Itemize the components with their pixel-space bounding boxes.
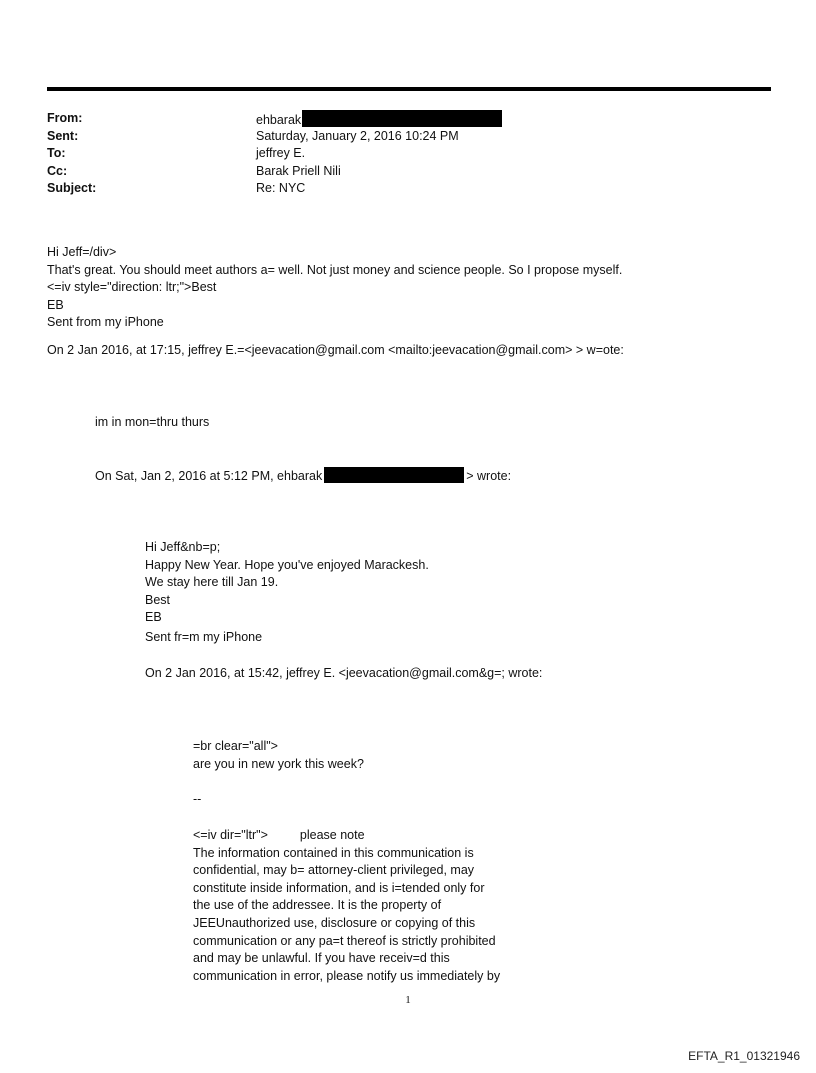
message-line: EB [145, 610, 162, 625]
message-1 [47, 244, 622, 332]
disclaimer-line: and may be unlawful. If you have receiv=d this [193, 951, 450, 966]
disclaimer-line: communication in error, please notify us immediately by [193, 968, 501, 983]
sent-value: Saturday, January 2, 2016 10:24 PM [256, 128, 459, 143]
disclaimer-line: constitute inside information, and is i=tended only for [193, 880, 485, 895]
message-line: Sent from my iPhone [47, 315, 164, 330]
quote-intro-before: On Sat, Jan 2, 2016 at 5:12 PM, ehbarak [95, 469, 323, 483]
message-line: Hi Jeff&nb=p; [145, 540, 221, 554]
message-3 [145, 539, 429, 627]
quote-intro-line [95, 467, 511, 485]
disclaimer-line: communication or any pa=t thereof is strictly prohibited [193, 933, 496, 948]
from-label: From: [47, 111, 83, 125]
message-line: Hi Jeff=/div> [47, 245, 117, 259]
quote-1-intro [47, 342, 624, 360]
quote-3-intro [145, 665, 542, 683]
subject-label: Subject: [47, 181, 97, 196]
page-number: 1 [405, 994, 411, 1006]
document-id: EFTA_R1_01321946 [688, 1049, 800, 1063]
subject-value: Re: NYC [256, 181, 306, 196]
note-label: please note [299, 828, 365, 842]
message-3-signature [145, 629, 262, 647]
message-line: Happy New Year. Hope you've enjoyed Marackesh. [145, 557, 429, 572]
quote-intro-line: On 2 Jan 2016, at 17:15, jeffrey E.=<jeevacation@gmail.com <mailto:jeevacation@gmail.com> > w=ote: [47, 343, 624, 357]
sent-label: Sent: [47, 128, 79, 143]
disclaimer-line: confidential, may b= attorney-client privileged, may [193, 863, 475, 878]
message-line: Best [145, 592, 171, 607]
to-label: To: [47, 146, 66, 161]
message-line: EB [47, 297, 64, 312]
from-name: ehbarak [256, 113, 302, 127]
signature-separator [193, 791, 201, 809]
separator-line: -- [193, 792, 202, 806]
message-4 [193, 738, 364, 773]
disclaimer-line: The information contained in this communication is [193, 845, 474, 860]
redaction-bar [324, 467, 464, 483]
message-2 [95, 414, 209, 432]
signature-line: Sent fr=m my iPhone [145, 630, 263, 644]
disclaimer-line: JEEUnauthorized use, disclosure or copying of this [193, 915, 476, 930]
disclaimer-line: the use of the addressee. It is the property of [193, 898, 442, 913]
note-line [193, 827, 500, 845]
quote-2-intro [95, 467, 511, 485]
message-line: <=iv style="direction: ltr;">Best [47, 280, 217, 295]
cc-value: Barak Priell Nili [256, 163, 341, 178]
message-line: are you in new york this week? [193, 756, 364, 771]
header-rule [47, 87, 771, 91]
redaction-bar [302, 110, 502, 127]
quote-intro-after: > wrote: [466, 469, 512, 483]
message-line: =br clear="all"> [193, 739, 278, 753]
message-line: We stay here till Jan 19. [145, 575, 279, 590]
to-value: jeffrey E. [256, 146, 306, 161]
message-line: That's great. You should meet authors a= well. Not just money and science people. So I propose myself. [47, 262, 623, 277]
cc-label: Cc: [47, 163, 68, 178]
note-prefix: <=iv dir="ltr"> [193, 828, 268, 842]
message-line: im in mon=thru thurs [95, 415, 210, 429]
disclaimer [193, 827, 500, 985]
quote-intro-line: On 2 Jan 2016, at 15:42, jeffrey E. <jeevacation@gmail.com&g=; wrote: [145, 666, 543, 680]
